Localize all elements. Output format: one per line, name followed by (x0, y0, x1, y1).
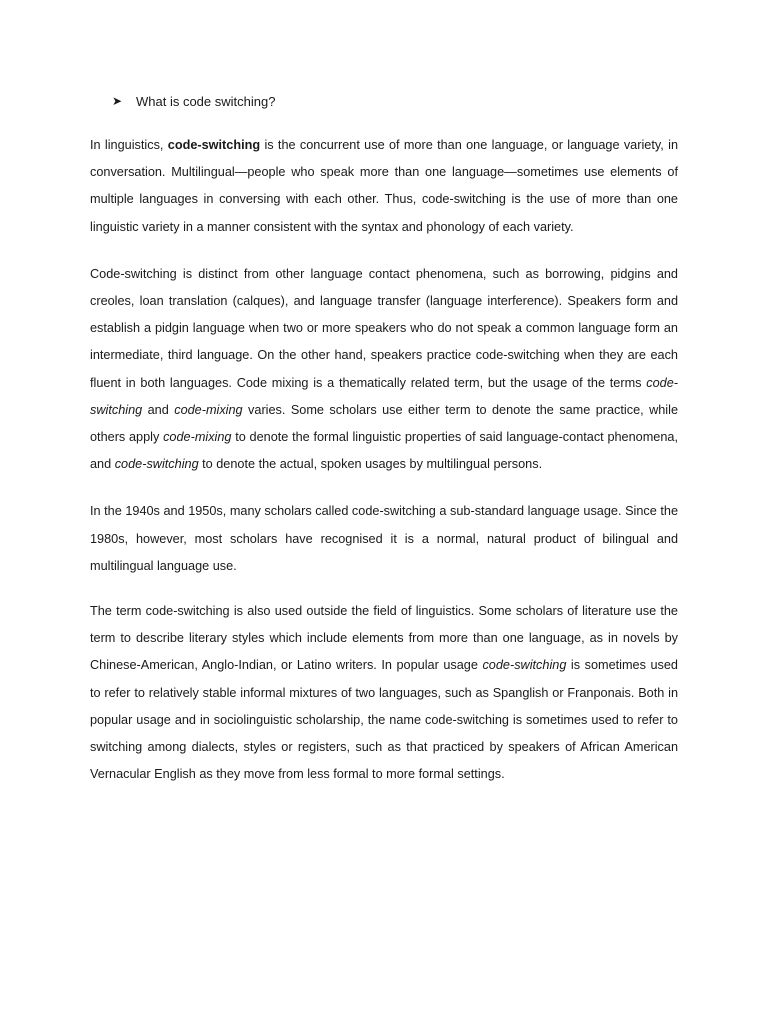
p1-bold-term: code-switching (167, 138, 261, 152)
p3-text-1: In the 1940s and 1950s, many scholars called code-switching a sub-standard language usage. Since the 1980s, however, most scholars have recognised it is a normal, natural product of bilingual and multilingual language use. (90, 504, 678, 573)
p2-italic-term-3: code-mixing (163, 430, 232, 445)
p2-italic-term-2: code-mixing (174, 402, 243, 417)
p4-text-1: The term code-switching is also used outside the field of linguistics. Some scholars of literature use the term to describe literary styles which include elements from more than one language, as in novels by Chinese-American, Anglo-Indian, or Latino writers. In popular usage (90, 604, 678, 673)
paragraph-distinction (90, 261, 678, 479)
p2-text-1: Code-switching is distinct from other language contact phenomena, such as borrowing, pidgins and creoles, loan translation (calques), and language transfer (language interference). Speakers form and establish a pidgin language when two or more speakers who do not speak a common language form an intermediate, third language. On the other hand, speakers practice code-switching when they are each fluent in both languages. Code mixing is a thematically related term, but the usage of the terms (90, 266, 678, 390)
paragraph-outside-linguistics (90, 598, 678, 788)
p2-text-4: to denote the formal linguistic properties of said language-contact phenomena, and (90, 430, 678, 472)
p1-text-1: In linguistics, (90, 138, 168, 152)
section-heading (112, 88, 678, 114)
arrow-bullet-icon: ➤ (112, 94, 123, 108)
p4-italic-term: code-switching (482, 658, 567, 673)
p2-text-2: and (142, 402, 175, 417)
p2-text-3: varies. Some scholars use either term to denote the same practice, while others apply (90, 402, 678, 445)
p2-italic-term-1: code-switching (90, 375, 678, 417)
paragraph-history (90, 498, 678, 580)
paragraph-definition (90, 132, 678, 241)
document-page (90, 88, 678, 788)
p4-text-2: is sometimes used to refer to relatively stable informal mixtures of two languages, such as Spanglish or Franponais. Both in popular usage and in sociolinguistic scholarship, the name code-switching is sometimes used to refer to switching among dialects, styles or registers, such as that practiced by speakers of African American Vernacular English as they move from less formal to more formal settings. (90, 658, 678, 782)
heading-text: What is code switching? (136, 93, 276, 109)
p2-italic-term-4: code-switching (114, 457, 199, 472)
p2-text-5: to denote the actual, spoken usages by multilingual persons. (198, 457, 543, 472)
p1-text-2: is the concurrent use of more than one language, or language variety, in conversation. Multilingual—people who speak more than one language—sometimes use elements of multiple languages in conversing with each other. Thus, code-switching is the use of more than one linguistic variety in a manner consistent with the syntax and phonology of each variety. (90, 138, 678, 234)
